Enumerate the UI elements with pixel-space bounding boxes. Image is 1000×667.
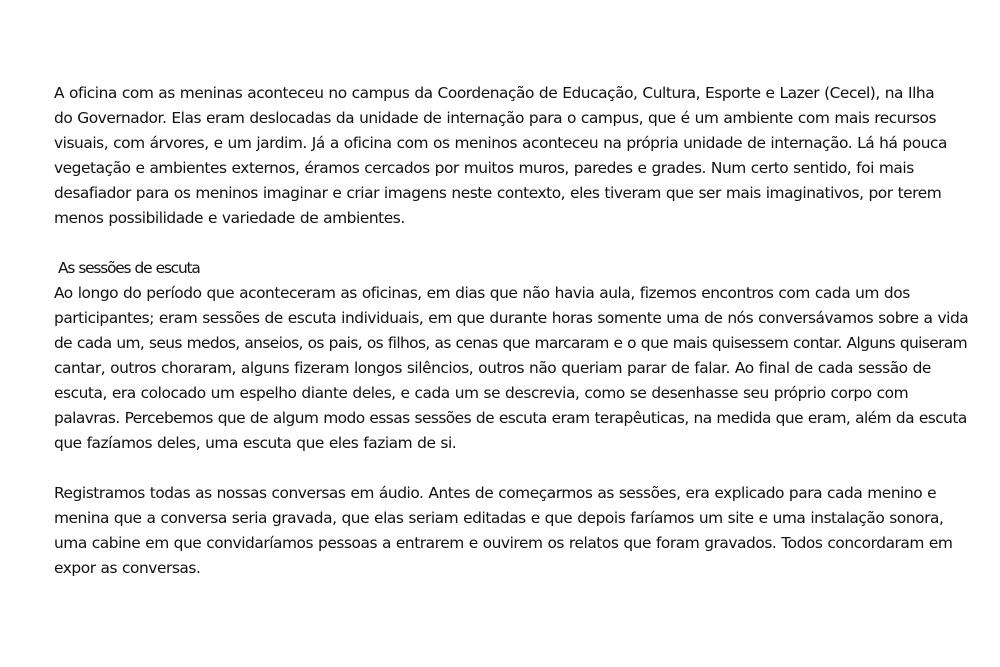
text-line: participantes; eram sessões de escuta individuais, em que durante horas somente uma de nós conversávamos sobre a vida <box>54 309 969 327</box>
text-line: palavras. Percebemos que de algum modo essas sessões de escuta eram terapêuticas, na medida que eram, além da escuta <box>54 409 967 427</box>
text-line: Ao longo do período que aconteceram as oficinas, em dias que não havia aula, fizemos encontros com cada um dos <box>54 284 910 302</box>
text-line: escuta, era colocado um espelho diante deles, e cada um se descrevia, como se desenhasse seu próprio corpo com <box>54 384 909 402</box>
text-line: que fazíamos deles, uma escuta que eles faziam de si. <box>54 434 457 452</box>
text-line: de cada um, seus medos, anseios, os pais, os filhos, as cenas que marcaram e o que mais quisessem contar. Alguns quiseram <box>54 334 968 352</box>
text-line: menos possibilidade e variedade de ambientes. <box>54 209 405 227</box>
paragraph-sessoes <box>54 281 972 456</box>
text-line: menina que a conversa seria gravada, que elas seriam editadas e que depois faríamos um site e uma instalação sonora, <box>54 509 944 527</box>
text-line: expor as conversas. <box>54 559 201 577</box>
text-line: desafiador para os meninos imaginar e criar imagens neste contexto, eles tiveram que ser mais imaginativos, por terem <box>54 184 942 202</box>
paragraph-spacer <box>54 456 972 481</box>
text-line: do Governador. Elas eram deslocadas da unidade de internação para o campus, que é um ambiente com mais recursos <box>54 109 937 127</box>
document-body <box>54 81 972 581</box>
text-line: A oficina com as meninas aconteceu no campus da Coordenação de Educação, Cultura, Esporte e Lazer (Cecel), na Ilha <box>54 84 935 102</box>
text-line: vegetação e ambientes externos, éramos cercados por muitos muros, paredes e grades. Num certo sentido, foi mais <box>54 159 914 177</box>
paragraph-spacer <box>54 231 972 256</box>
text-line: Registramos todas as nossas conversas em áudio. Antes de começarmos as sessões, era explicado para cada menino e <box>54 484 937 502</box>
text-line: visuais, com árvores, e um jardim. Já a oficina com os meninos aconteceu na própria unidade de internação. Lá há pouca <box>54 134 947 152</box>
text-line: cantar, outros choraram, alguns fizeram longos silêncios, outros não queriam parar de falar. Ao final de cada sessão de <box>54 359 931 377</box>
paragraph-registro <box>54 481 972 581</box>
text-line: uma cabine em que convidaríamos pessoas a entrarem e ouvirem os relatos que foram gravados. Todos concordaram em <box>54 534 953 552</box>
paragraph-oficinas <box>54 81 972 231</box>
section-heading: As sessões de escuta <box>58 259 200 277</box>
